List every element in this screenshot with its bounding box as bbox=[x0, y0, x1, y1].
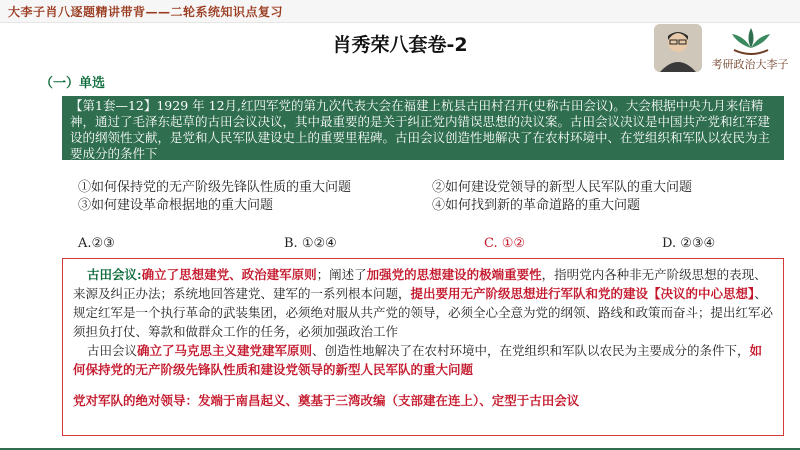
answer-b[interactable]: B. ①②④ bbox=[284, 236, 337, 251]
section-label: （一）单选 bbox=[40, 76, 106, 91]
answer-d[interactable]: D. ②③④ bbox=[662, 236, 716, 251]
option-4: ④如何找到新的革命道路的重大问题 bbox=[432, 198, 641, 213]
p1-seg-0: 确立了思想建党、政治建军原则 bbox=[141, 267, 317, 282]
question-text: 【第1套—12】1929 年 12月,红四军党的第九次代表大会在福建上杭县古田村召开(史称古田会议)。大会根据中央九月来信精神，通过了毛泽东起草的古田会议决议，其中最重要的是关于纠正党内错误思想的决议案。古田会议决议是中国共产党和红军建设的纲领性文献，是党和人民军队建设史上的重要里程碑。古田会议创造性地解决了在农村环境中、在党组织和军队以农民为主要成分的条件下 bbox=[62, 96, 784, 160]
p2-seg-0: 古田会议 bbox=[87, 343, 138, 358]
page-title: 肖秀荣八套卷-2 bbox=[332, 34, 468, 56]
analysis-paragraph-2 bbox=[73, 341, 773, 379]
p1-seg-4: 提出要用无产阶级思想进行军队和党的建设【决议的中心思想】 bbox=[410, 286, 755, 301]
p1-seg-1: ；阐述了 bbox=[316, 267, 367, 282]
analysis-paragraph-3: 党对军队的绝对领导：发端于南昌起义、奠基于三湾改编（支部建在连上）、定型于古田会议 bbox=[73, 393, 580, 408]
p2-seg-3: 如何保持党的无产阶级先锋队性质和建设党领导的新型人民军队的重大问题 bbox=[73, 343, 763, 377]
course-title: 大李子肖八逐题精讲带背——二轮系统知识点复习 bbox=[8, 5, 284, 19]
option-1: ①如何保持党的无产阶级先锋队性质的重大问题 bbox=[78, 180, 352, 195]
avatar-image bbox=[654, 24, 702, 72]
answer-a[interactable]: A.②③ bbox=[78, 236, 115, 251]
analysis-label: 古田会议: bbox=[87, 267, 142, 282]
analysis-box bbox=[62, 258, 784, 436]
p2-seg-2: 、创造性地解决了在农村环境中，在党组织和军队以农民为主要成分的条件下， bbox=[312, 343, 750, 358]
top-header-bar bbox=[0, 0, 800, 23]
option-2: ②如何建设党领导的新型人民军队的重大问题 bbox=[432, 180, 693, 195]
p2-seg-1: 确立了马克思主义建党建军原则 bbox=[137, 343, 313, 358]
p1-seg-3: ，指明党内各种非无产阶级思想的表现、来源及纠正办法；系统地回答建党、建军的一系列根本问题， bbox=[73, 267, 767, 301]
p1-seg-5: 、规定红军是一个执行革命的武装集团，必须绝对服从共产党的领导，必须全心全意为党的纲领、路线和政策而奋斗；提出红军必须担负打仗、筹款和做群众工作的任务，必须加强政治工作 bbox=[73, 286, 774, 339]
analysis-paragraph-1 bbox=[73, 265, 773, 341]
answer-c-correct[interactable]: C. ①② bbox=[484, 236, 526, 251]
leaf-logo-icon bbox=[706, 24, 796, 56]
presenter-avatar bbox=[654, 24, 702, 72]
option-3: ③如何建设革命根据地的重大问题 bbox=[78, 198, 274, 213]
p1-seg-2: 加强党的思想建设的极端重要性 bbox=[366, 267, 542, 282]
brand-name: 考研政治大李子 bbox=[711, 58, 789, 71]
